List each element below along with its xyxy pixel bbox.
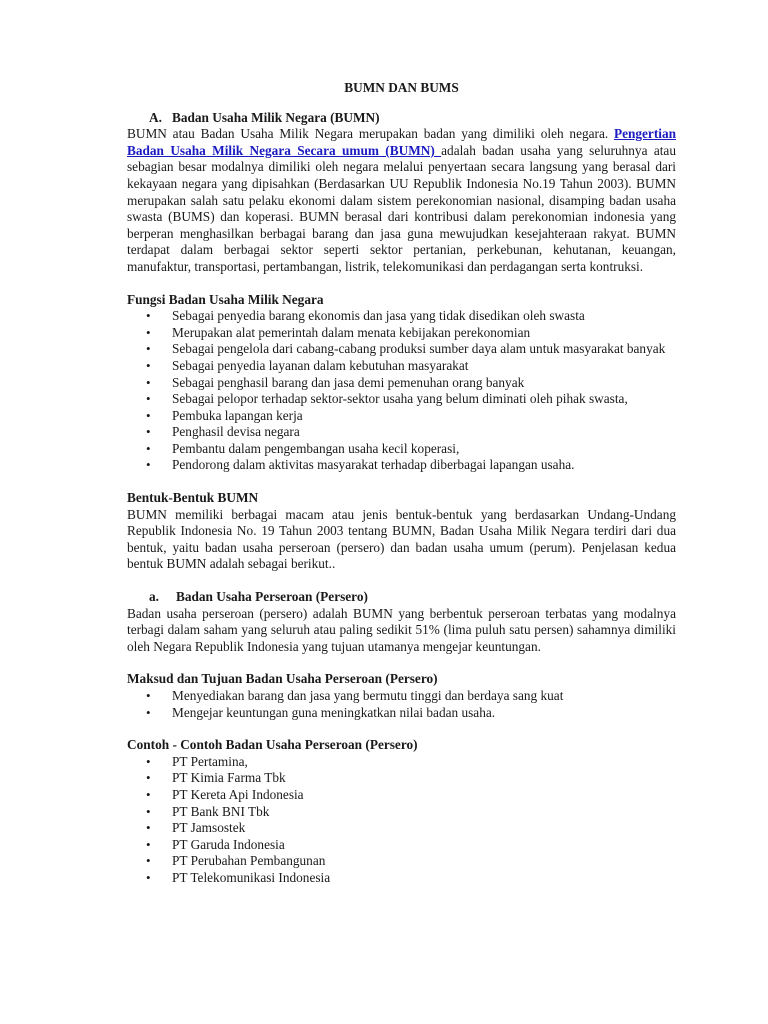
list-item-text: Mengejar keuntungan guna meningkatkan nilai badan usaha. [172,704,496,720]
bullet-icon: • [146,869,151,885]
contoh-heading: Contoh - Contoh Badan Usaha Perseroan (Persero) [127,737,418,753]
list-item [127,837,676,854]
list-item-text: Pembantu dalam pengembangan usaha kecil koperasi, [172,440,460,456]
list-item-text: PT Telekomunikasi Indonesia [172,869,331,885]
pengertian-bumn-link[interactable]: Pengertian Badan Usaha Milik Negara Secara umum (BUMN) [127,126,676,158]
list-item [127,375,676,392]
persero-title: Badan Usaha Perseroan (Persero) [176,589,368,605]
bullet-icon: • [146,407,151,423]
contoh-list [127,754,676,887]
list-item [127,358,676,375]
list-item-text: PT Garuda Indonesia [172,836,285,852]
section-a-heading [149,110,676,127]
list-item [127,705,676,722]
section-a-title: Badan Usaha Milik Negara (BUMN) [172,109,380,125]
fungsi-heading: Fungsi Badan Usaha Milik Negara [127,291,324,307]
list-item [127,325,676,342]
list-item [127,424,676,441]
bentuk-heading: Bentuk-Bentuk BUMN [127,490,259,506]
bullet-icon: • [146,341,151,357]
bullet-icon: • [146,391,151,407]
bullet-icon: • [146,836,151,852]
maksud-list [127,688,676,721]
document-body [127,80,676,887]
list-item [127,853,676,870]
list-item-text: PT Bank BNI Tbk [172,803,270,819]
bullet-icon: • [146,704,151,720]
list-item [127,341,676,358]
list-item [127,820,676,837]
list-item [127,688,676,705]
section-a-paragraph-rest: adalah badan usaha yang seluruhnya atau sebagian besar modalnya dimiliki oleh negara melalui penyertaan secara langsung yang berasal dari kekayaan negara yang dipisahkan (Berdasarkan UU Republik Indonesia No.19 Tahun 2003). BUMN merupakan salah satu pelaku ekonomi dalam sistem perekonomian nasional, disamping badan usaha swasta (BUMS) dan koperasi. BUMN berasal dari kontribusi dalam perekonomian indonesia yang berperan menghasilkan berbagai barang dan jasa guna mewujudkan kesejahteraan rakyat. BUMN terdapat dalam berbagai sektor seperti sektor pertanian, perkebunan, kehutanan, keuangan, manufaktur, transportasi, pertambangan, listrik, telekomunikasi dan perdagangan serta kontruksi. [127,142,676,274]
bullet-icon: • [146,688,151,703]
bullet-icon: • [146,457,151,473]
section-a-paragraph-start: BUMN atau Badan Usaha Milik Negara merupakan badan yang dimiliki oleh negara. [127,126,614,142]
list-item [127,787,676,804]
list-item-text: Sebagai penyedia layanan dalam kebutuhan masyarakat [172,357,469,373]
section-a-paragraph [127,126,676,275]
list-item-text: Sebagai penyedia barang ekonomis dan jasa yang tidak disedikan oleh swasta [172,308,585,324]
list-item [127,441,676,458]
maksud-heading: Maksud dan Tujuan Badan Usaha Perseroan (Persero) [127,671,438,687]
bullet-icon: • [146,820,151,836]
list-item-text: PT Kimia Farma Tbk [172,770,286,786]
list-item-text: PT Kereta Api Indonesia [172,786,304,802]
list-item-text: Pembuka lapangan kerja [172,407,303,423]
list-item-text: Sebagai penghasil barang dan jasa demi pemenuhan orang banyak [172,374,525,390]
bullet-icon: • [146,424,151,440]
list-item-text: PT Perubahan Pembangunan [172,853,326,869]
list-item [127,870,676,887]
list-item-text: PT Pertamina, [172,753,248,769]
bullet-icon: • [146,853,151,869]
list-item [127,408,676,425]
bullet-icon: • [146,440,151,456]
list-item-text: Sebagai pelopor terhadap sektor-sektor usaha yang belum diminati oleh pihak swasta, [172,391,628,407]
bullet-icon: • [146,324,151,340]
list-item [127,457,676,474]
persero-number: a. [149,589,159,605]
list-item [127,754,676,771]
list-item-text: Sebagai pengelola dari cabang-cabang produksi sumber daya alam untuk masyarakat banyak [172,341,666,357]
persero-heading [149,589,676,606]
section-a-number: A. [149,109,162,125]
list-item-text: Penghasil devisa negara [172,424,300,440]
bullet-icon: • [146,357,151,373]
list-item [127,308,676,325]
list-item-text: Pendorong dalam aktivitas masyarakat terhadap diberbagai lapangan usaha. [172,457,575,473]
bullet-icon: • [146,786,151,802]
list-item [127,770,676,787]
bullet-icon: • [146,770,151,786]
list-item-text: PT Jamsostek [172,820,246,836]
persero-paragraph: Badan usaha perseroan (persero) adalah BUMN yang berbentuk perseroan terbatas yang modalnya terbagi dalam saham yang seluruh atau paling sedikit 51% (lima puluh satu persen) sahamnya dimiliki oleh Negara Republik Indonesia yang tujuan utamanya mengejar keuntungan. [127,605,676,654]
bullet-icon: • [146,308,151,324]
bullet-icon: • [146,753,151,769]
bullet-icon: • [146,374,151,390]
list-item [127,391,676,408]
bullet-icon: • [146,803,151,819]
document-title: BUMN DAN BUMS [344,80,459,95]
bentuk-paragraph: BUMN memiliki berbagai macam atau jenis bentuk-bentuk yang berdasarkan Undang-Undang Republik Indonesia No. 19 Tahun 2003 tentang BUMN, Badan Usaha Milik Negara terdiri dari dua bentuk, yaitu badan usaha perseroan (persero) dan badan usaha umum (perum). Penjelasan kedua bentuk BUMN adalah sebagai berikut.. [127,506,676,572]
list-item-text: Menyediakan barang dan jasa yang bermutu tinggi dan berdaya sang kuat [172,688,564,703]
fungsi-list [127,308,676,474]
list-item [127,804,676,821]
list-item-text: Merupakan alat pemerintah dalam menata kebijakan perekonomian [172,324,531,340]
